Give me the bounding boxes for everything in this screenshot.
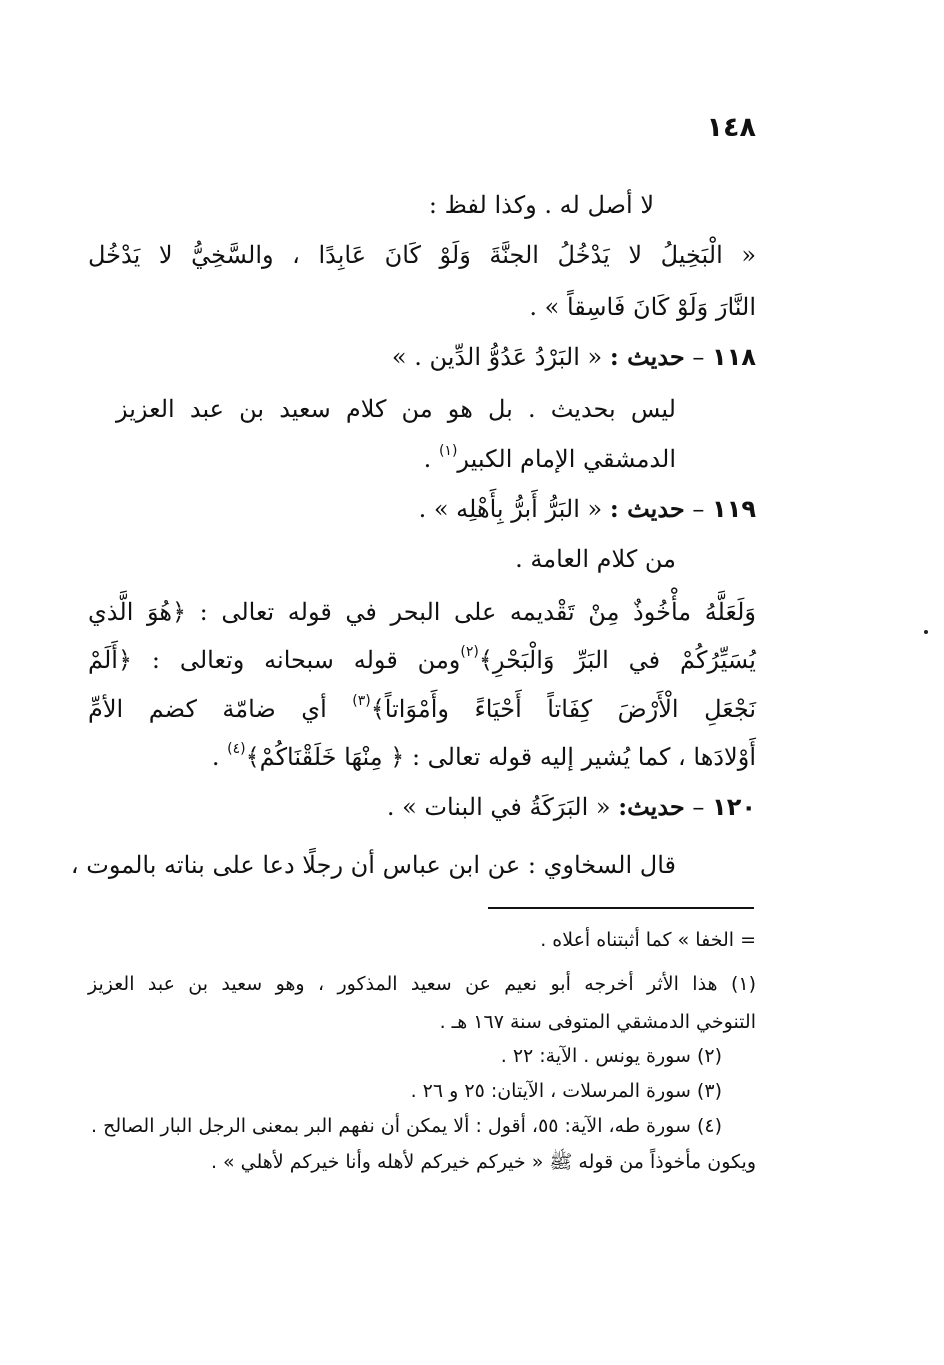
hadith-118-heading — [392, 340, 756, 374]
footnote-3: (٣) سورة المرسلات ، الآيتان: ٢٥ و ٢٦ . — [410, 1080, 722, 1102]
body-line-2: « الْبَخِيلُ لا يَدْخُلُ الجنَّةَ وَلَوْ كَانَ عَابِدًا ، والسَّخِيُّ لا يَدْخُل — [88, 241, 756, 269]
body-line-6-end: . — [423, 445, 439, 473]
dash: – — [692, 793, 705, 821]
body-line-12-text: أَوْلادَها ، كما يُشير إليه قوله تعالى : ﴿ مِنْهَا خَلَقْنَاكُمْ﴾ — [245, 743, 756, 771]
body-line-12-end: . — [211, 743, 228, 771]
footnote-4-line-1: (٤) سورة طه، الآية: ٥٥، أقول : ألا يمكن أن نفهم البر بمعنى الرجل البار الصالح . — [91, 1115, 722, 1137]
body-line-3: النَّارَ وَلَوْ كَانَ فَاسِقاً » . — [529, 293, 756, 321]
body-line-11 — [88, 692, 756, 726]
hadith-text: « البَرَكَةُ في البنات » . — [386, 793, 611, 821]
body-line-14: قال السخاوي : عن ابن عباس أن رجلًا دعا على بناته بالموت ، — [70, 851, 676, 879]
body-line-10-quote: يُسَيِّرُكُمْ في البَرِّ وَالْبَحْرِ﴾ — [478, 646, 756, 674]
footnote-2: (٢) سورة يونس . الآية: ٢٢ . — [500, 1045, 722, 1067]
hadith-number: ١١٨ — [712, 343, 756, 371]
hadith-number: ١٢٠ — [712, 793, 756, 821]
hadith-119-heading — [419, 492, 756, 526]
footnote-1-line-2: التنوخي الدمشقي المتوفى سنة ١٦٧ هـ . — [439, 1011, 756, 1033]
footnote-ref-1: (١) — [438, 443, 458, 459]
body-line-5: ليس بحديث . بل هو من كلام سعيد بن عبد العزيز — [116, 395, 676, 423]
body-line-9: وَلَعَلَّهُ مأْخُوذٌ مِنْ تَقْديمه على البحر في قوله تعالى : ﴿هُوَ الَّذي — [88, 598, 756, 626]
hadith-text: « البَرُّ أَبرُّ بِأَهْلِه » . — [418, 495, 603, 523]
footnote-ref-4: (٤) — [227, 741, 246, 757]
footnote-ref-2: (٢) — [460, 644, 479, 660]
footnote-ref-3: (٣) — [352, 693, 371, 709]
hadith-text: « البَرْدُ عَدُوُّ الدِّين . » — [391, 343, 603, 371]
body-line-10 — [88, 643, 756, 677]
body-line-12 — [212, 740, 756, 774]
body-line-6 — [424, 442, 676, 476]
footnote-1-line-1: (١) هذا الأثر أخرجه أبو نعيم عن سعيد المذكور ، وهو سعيد بن عبد العزيز — [88, 973, 756, 995]
footnote-continuation: = الخفا » كما أثبتناه أعلاه . — [540, 929, 756, 951]
body-line-6-text: الدمشقي الإمام الكبير — [457, 445, 676, 473]
page-number: ١٤٨ — [706, 112, 756, 143]
footnote-4-line-2: ويكون مأخوذاً من قوله ﷺ « خيركم خيركم لأهله وأنا خيركم لأهلي » . — [210, 1151, 756, 1173]
hadith-120-heading — [387, 790, 756, 824]
body-line-11-quote: نَجْعَلِ الْأَرْضَ كِفَاتاً أَحْيَاءً وأَمْوَاتاً﴾ — [370, 695, 756, 723]
hadith-keyword: حديث: — [618, 792, 685, 821]
body-line-10-rest: ومن قوله سبحانه وتعالى : ﴿أَلَمْ — [88, 646, 461, 674]
body-line-1: لا أصل له . وكذا لفظ : — [428, 191, 654, 219]
body-line-8: من كلام العامة . — [515, 545, 676, 573]
hadith-keyword: حديث : — [609, 494, 685, 523]
body-line-11-rest: أي ضامّة كضم الأمِّ — [88, 695, 353, 723]
dash: – — [692, 495, 705, 523]
dash: – — [692, 343, 705, 371]
hadith-number: ١١٩ — [712, 495, 756, 523]
footnote-separator — [488, 907, 754, 909]
scan-speck — [924, 630, 928, 634]
hadith-keyword: حديث : — [609, 342, 685, 371]
